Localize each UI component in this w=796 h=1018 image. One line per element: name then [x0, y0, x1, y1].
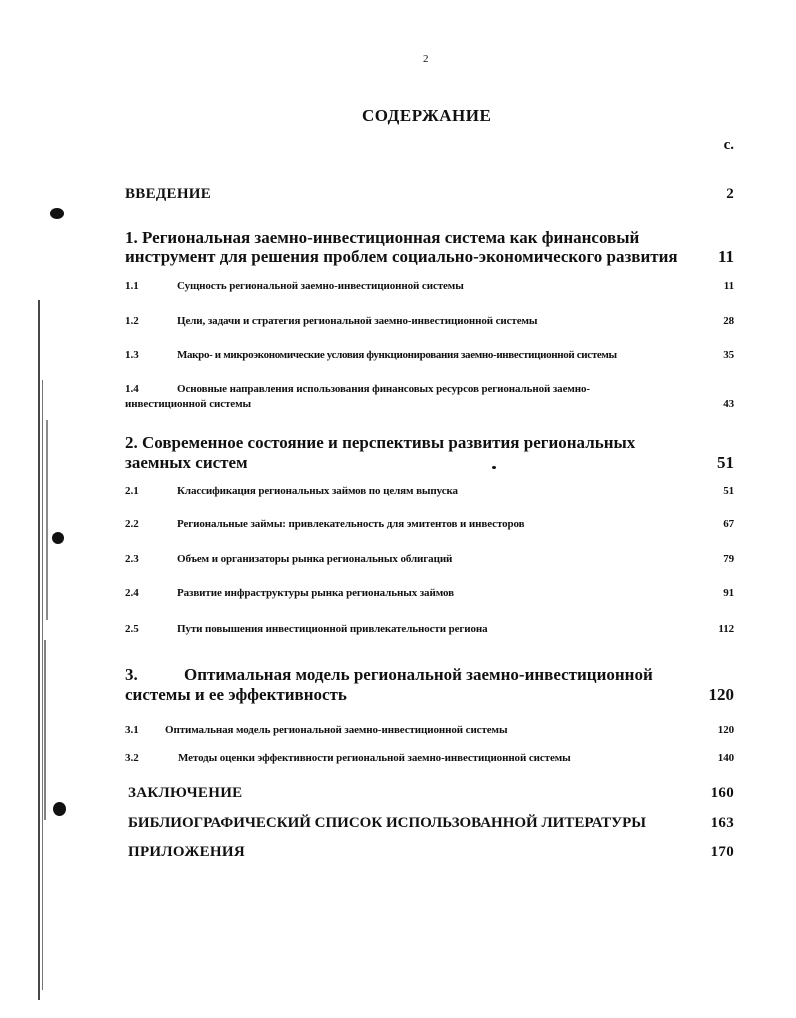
toc-item-number: 2.1	[125, 485, 139, 497]
conclusion-page: 160	[710, 785, 734, 801]
toc-item-title: Макро- и микроэкономические условия функционирования заемно-инвестиционной системы	[177, 349, 617, 361]
toc-item-page: 79	[723, 553, 734, 565]
chapter2-title-line1: 2. Современное состояние и перспективы развития региональных	[125, 433, 636, 452]
toc-item-title: Цели, задачи и стратегия региональной заемно-инвестиционной системы	[177, 315, 538, 327]
scan-blot	[492, 466, 496, 469]
chapter1-title-line1: 1. Региональная заемно-инвестиционная система как финансовый	[125, 228, 640, 247]
chapter1-page: 11	[717, 247, 734, 266]
chapter3-title-line2: системы и ее эффективность	[125, 685, 347, 704]
scan-blot	[50, 208, 64, 219]
toc-item-page: 28	[723, 315, 734, 327]
toc-item-page: 91	[723, 587, 734, 599]
toc-item-number: 3.2	[125, 752, 139, 764]
bibliography-label: БИБЛИОГРАФИЧЕСКИЙ СПИСОК ИСПОЛЬЗОВАННОЙ ЛИТЕРАТУРЫ	[128, 815, 646, 831]
toc-item-number: 3.1	[125, 724, 139, 736]
toc-item-title: Оптимальная модель региональной заемно-инвестиционной системы	[165, 724, 508, 736]
toc-item-page: 140	[717, 752, 734, 764]
toc-item-title: Сущность региональной заемно-инвестиционной системы	[177, 280, 464, 292]
conclusion-label: ЗАКЛЮЧЕНИЕ	[128, 785, 243, 801]
toc-item-number: 1.4	[125, 383, 139, 395]
toc-item-number: 1.2	[125, 315, 139, 327]
scan-edge-line	[44, 640, 46, 820]
intro-page: 2	[726, 186, 734, 202]
appendices-page: 170	[710, 844, 734, 860]
toc-item-title: Пути повышения инвестиционной привлекательности региона	[177, 623, 488, 635]
chapter2-page: 51	[717, 453, 734, 472]
bibliography-page: 163	[710, 815, 734, 831]
toc-item-page: 11	[723, 280, 734, 292]
toc-item-title: Развитие инфраструктуры рынка региональных займов	[177, 587, 454, 599]
page-title: СОДЕРЖАНИЕ	[362, 106, 492, 125]
toc-item-number: 2.4	[125, 587, 139, 599]
chapter3-page: 120	[708, 685, 734, 704]
toc-item-title: Объем и организаторы рынка региональных облигаций	[177, 553, 453, 565]
toc-item-page: 120	[717, 724, 734, 736]
toc-item-title: Методы оценки эффективности региональной заемно-инвестиционной системы	[178, 752, 571, 764]
scan-edge-line	[42, 380, 43, 990]
intro-label: ВВЕДЕНИЕ	[125, 186, 212, 202]
chapter1-title-line2: инструмент для решения проблем социально-экономического развития	[125, 247, 678, 266]
chapter3-title-line1: Оптимальная модель региональной заемно-инвестиционной	[184, 665, 653, 684]
toc-item-title: Региональные займы: привлекательность для эмитентов и инвесторов	[177, 518, 525, 530]
toc-item-page: 51	[723, 485, 734, 497]
scan-blot	[53, 802, 66, 816]
toc-item-page: 35	[723, 349, 734, 361]
scan-edge-line	[46, 420, 48, 620]
toc-item-page: 43	[723, 398, 734, 410]
chapter3-number: 3.	[125, 665, 138, 684]
toc-item-number: 2.2	[125, 518, 139, 530]
scan-blot	[52, 532, 64, 544]
appendices-label: ПРИЛОЖЕНИЯ	[128, 844, 245, 860]
toc-item-title: Классификация региональных займов по целям выпуска	[177, 485, 458, 497]
toc-item-title-continued: инвестиционной системы	[125, 398, 251, 410]
toc-item-page: 112	[718, 623, 734, 635]
page-column-label: с.	[723, 137, 734, 153]
scan-edge-line	[38, 300, 40, 1000]
toc-item-page: 67	[723, 518, 734, 530]
toc-item-number: 1.1	[125, 280, 139, 292]
chapter2-title-line2: заемных систем	[125, 453, 248, 472]
toc-item-title: Основные направления использования финансовых ресурсов региональной заемно-	[177, 383, 590, 395]
page-number: 2	[423, 53, 429, 65]
toc-item-number: 1.3	[125, 349, 139, 361]
toc-item-number: 2.5	[125, 623, 139, 635]
toc-item-number: 2.3	[125, 553, 139, 565]
